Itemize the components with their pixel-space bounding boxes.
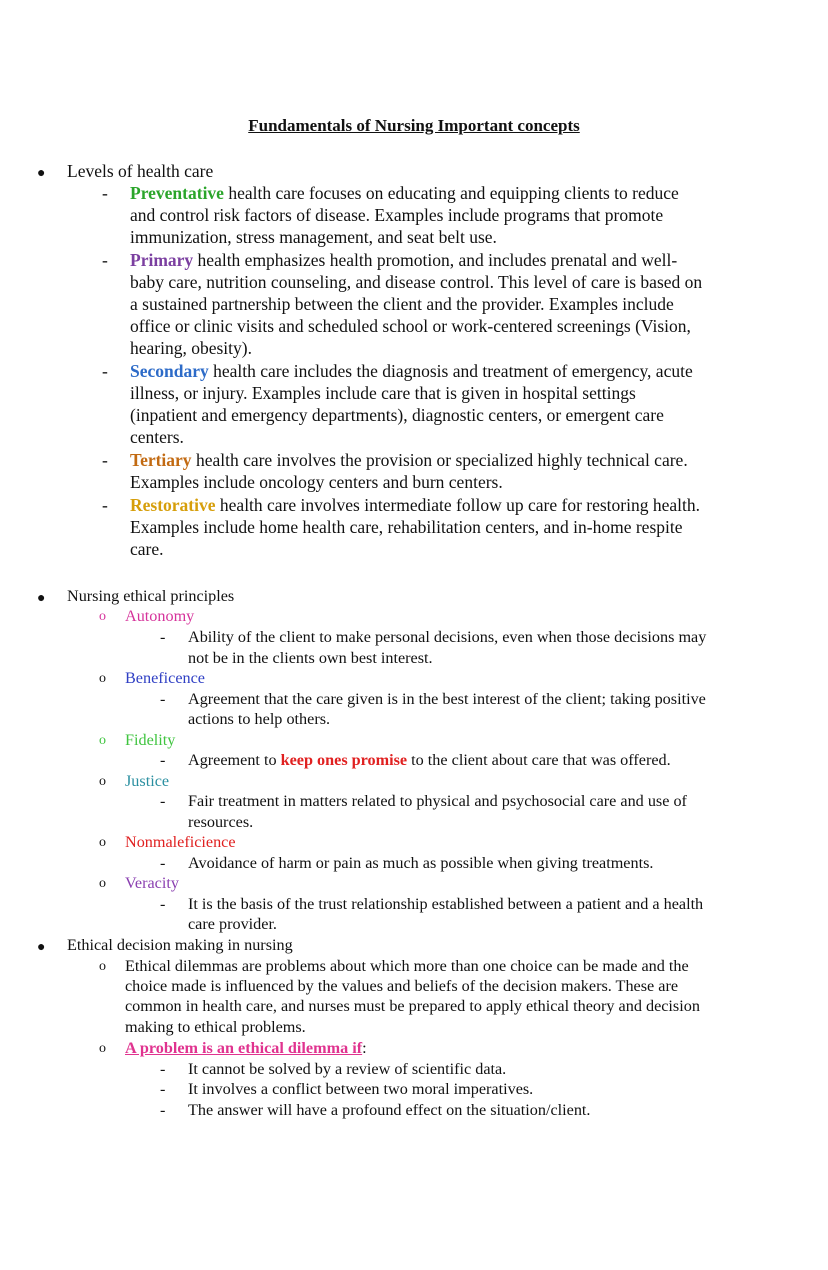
circle-bullet-icon: o bbox=[99, 1041, 106, 1056]
circle-bullet-icon: o bbox=[99, 774, 106, 789]
circle-bullet-icon: o bbox=[99, 959, 106, 974]
level-tertiary-line1: Tertiary health care involves the provision or specialized highly technical care. bbox=[130, 450, 688, 470]
dash-icon: - bbox=[102, 250, 108, 270]
level-line: and control risk factors of disease. Examples include programs that promote bbox=[130, 205, 664, 225]
level-line: illness, or injury. Examples include care that is given in hospital settings bbox=[130, 383, 636, 403]
circle-bullet-icon: o bbox=[99, 835, 106, 850]
level-restorative-line1: Restorative health care involves intermediate follow up care for restoring health. bbox=[130, 495, 700, 515]
level-line: baby care, nutrition counseling, and disease control. This level of care is based on bbox=[130, 272, 703, 292]
dash-icon: - bbox=[160, 628, 166, 646]
level-line: immunization, stress management, and seat belt use. bbox=[130, 227, 497, 247]
level-line: Examples include oncology centers and burn centers. bbox=[130, 472, 503, 492]
decision-para-line: choice made is influenced by the values and beliefs of the decision makers. These are bbox=[125, 977, 679, 995]
level-line: centers. bbox=[130, 427, 184, 447]
level-line: care. bbox=[130, 539, 164, 559]
circle-bullet-icon: o bbox=[99, 671, 106, 686]
dilemma-heading: A problem is an ethical dilemma if bbox=[125, 1039, 363, 1057]
level-line: a sustained partnership between the client and the provider. Examples include bbox=[130, 294, 674, 314]
dash-icon: - bbox=[160, 792, 166, 810]
decision-para-line: Ethical dilemmas are problems about which more than one choice can be made and the bbox=[125, 957, 689, 975]
section-heading-decision: Ethical decision making in nursing bbox=[67, 936, 293, 954]
bullet-icon: ● bbox=[37, 166, 46, 181]
principle-desc-line: Agreement to keep ones promise to the client about care that was offered. bbox=[188, 751, 671, 769]
level-preventative-line1: Preventative health care focuses on educating and equipping clients to reduce bbox=[130, 183, 679, 203]
level-line: (inpatient and emergency departments), diagnostic centers, or emergent care bbox=[130, 405, 664, 425]
section-heading-levels: Levels of health care bbox=[67, 161, 214, 181]
level-secondary-line1: Secondary health care includes the diagnosis and treatment of emergency, acute bbox=[130, 361, 693, 381]
bullet-icon: ● bbox=[37, 591, 46, 606]
dilemma-condition: It cannot be solved by a review of scientific data. bbox=[188, 1060, 507, 1078]
dash-icon: - bbox=[160, 690, 166, 708]
circle-bullet-icon: o bbox=[99, 876, 106, 891]
dilemma-heading-line: A problem is an ethical dilemma if: bbox=[125, 1039, 367, 1057]
section-heading-ethics: Nursing ethical principles bbox=[67, 587, 235, 605]
level-keyword-secondary: Secondary bbox=[130, 361, 209, 381]
principle-veracity: Veracity bbox=[125, 874, 179, 892]
keep-promise-highlight: keep ones promise bbox=[280, 751, 408, 769]
dash-icon: - bbox=[160, 1101, 166, 1119]
dash-icon: - bbox=[102, 183, 108, 203]
dash-icon: - bbox=[102, 450, 108, 470]
dash-icon: - bbox=[160, 1060, 166, 1078]
dilemma-condition: It involves a conflict between two moral imperatives. bbox=[188, 1080, 534, 1098]
circle-bullet-icon: o bbox=[99, 609, 106, 624]
bullet-icon: ● bbox=[37, 940, 46, 955]
level-primary-line1: Primary health emphasizes health promotion, and includes prenatal and well- bbox=[130, 250, 678, 270]
level-keyword-restorative: Restorative bbox=[130, 495, 216, 515]
principle-desc-line: actions to help others. bbox=[188, 710, 331, 728]
page-title: Fundamentals of Nursing Important concepts bbox=[248, 116, 580, 135]
dash-icon: - bbox=[160, 895, 166, 913]
principle-nonmaleficience: Nonmaleficience bbox=[125, 833, 236, 851]
principle-desc-line: resources. bbox=[188, 813, 254, 831]
level-keyword-primary: Primary bbox=[130, 250, 194, 270]
level-keyword-preventative: Preventative bbox=[130, 183, 224, 203]
principle-fidelity: Fidelity bbox=[125, 731, 176, 749]
dilemma-condition: The answer will have a profound effect on the situation/client. bbox=[188, 1101, 591, 1119]
dash-icon: - bbox=[160, 854, 166, 872]
principle-desc-line: care provider. bbox=[188, 915, 277, 933]
level-line: office or clinic visits and scheduled school or work-centered screenings (Vision, bbox=[130, 316, 691, 336]
level-line: Examples include home health care, rehabilitation centers, and in-home respite bbox=[130, 517, 683, 537]
level-line: hearing, obesity). bbox=[130, 338, 252, 358]
dash-icon: - bbox=[102, 361, 108, 381]
principle-desc-line: Ability of the client to make personal decisions, even when those decisions may bbox=[188, 628, 707, 646]
principle-desc-line: It is the basis of the trust relationship established between a patient and a health bbox=[188, 895, 704, 913]
principle-desc-line: Avoidance of harm or pain as much as possible when giving treatments. bbox=[188, 854, 654, 872]
decision-para-line: common in health care, and nurses must be prepared to apply ethical theory and decision bbox=[125, 997, 700, 1015]
principle-justice: Justice bbox=[125, 772, 170, 790]
dash-icon: - bbox=[160, 751, 166, 769]
dash-icon: - bbox=[160, 1080, 166, 1098]
decision-para-line: making to ethical problems. bbox=[125, 1018, 306, 1036]
dash-icon: - bbox=[102, 495, 108, 515]
principle-desc-line: not be in the clients own best interest. bbox=[188, 649, 433, 667]
circle-bullet-icon: o bbox=[99, 733, 106, 748]
level-keyword-tertiary: Tertiary bbox=[130, 450, 192, 470]
principle-desc-line: Fair treatment in matters related to physical and psychosocial care and use of bbox=[188, 792, 687, 810]
principle-desc-line: Agreement that the care given is in the best interest of the client; taking positive bbox=[188, 690, 706, 708]
principle-beneficence: Beneficence bbox=[125, 669, 205, 687]
principle-autonomy: Autonomy bbox=[125, 607, 195, 625]
